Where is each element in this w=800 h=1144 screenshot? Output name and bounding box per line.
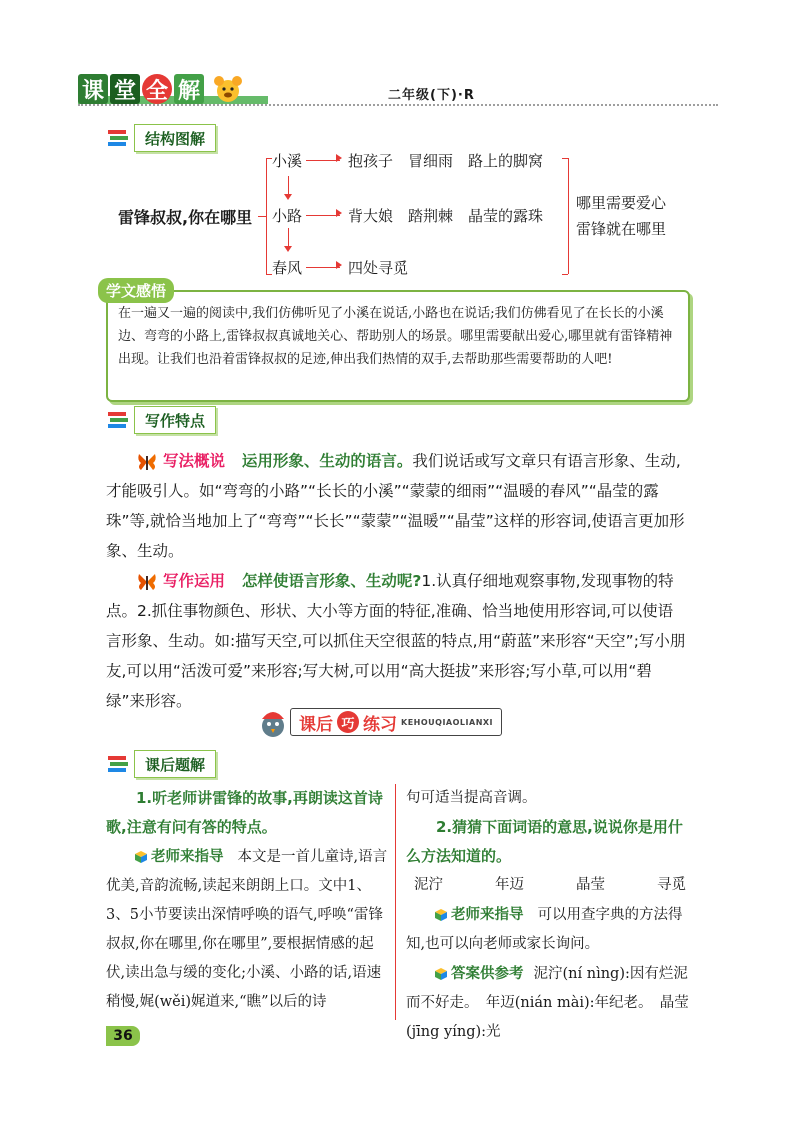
brand-logo	[78, 72, 246, 106]
cube-icon	[435, 909, 447, 921]
question-1: 1.听老师讲雷锋的故事,再朗读这首诗歌,注意有问有答的特点。	[106, 789, 383, 836]
banner-qiao: 巧	[337, 711, 359, 733]
question-2-answer-text: 泥泞(ní nìng):因有烂泥而不好走。 年迈(nián mài):年纪老。 晶莹(jīng yíng):光	[406, 966, 689, 1040]
diagram-subject-2: 小路	[272, 207, 303, 225]
diagram-down-arrow-1	[284, 194, 292, 200]
word-3: 晶莹	[576, 877, 605, 893]
diagram-arrow-1	[306, 160, 340, 161]
book-stack-icon	[106, 753, 130, 775]
answer-tag: 答案供参考	[451, 965, 524, 982]
question-1-guide	[106, 842, 392, 1017]
diagram-detail-2: 背大娘 踏荆棘 晶莹的露珠	[348, 207, 544, 225]
santa-bird-icon	[256, 705, 290, 739]
book-stack-icon	[106, 409, 130, 431]
butterfly-icon	[136, 451, 158, 473]
diagram-title: 雷锋叔叔,你在哪里	[118, 208, 253, 227]
writing-text-2: 1.认真仔细地观察事物,发现事物的特点。2.抓住事物颜色、形状、大小等方面的特征,准确、恰当地使用形容词,可以使语言形象、生动。如:描写天空,可以抓住天空很蓝的特点,用“蔚蓝”来形容“天空”;写小朋友,可以用“活泼可爱”来形容;写大树,可以用“高大挺拔”来形容;写小草,可以用“碧绿”来形容。	[106, 572, 686, 710]
question-2-answer	[406, 959, 692, 1047]
diagram-right-bracket	[568, 158, 569, 274]
question-1-guide-cont: 句可适当提高音调。	[406, 790, 537, 806]
diagram-subject-1: 小溪	[272, 152, 303, 170]
grade-label: 二年级(下)·R	[388, 88, 475, 103]
diagram-left-bracket	[266, 158, 267, 274]
diagram-arrow-2	[306, 215, 340, 216]
question-2: 2.猜猜下面词语的意思,说说你是用什么方法知道的。	[406, 818, 683, 865]
exercise-label: 课后题解	[134, 750, 216, 778]
writing-head-2: 怎样使语言形象、生动呢?	[241, 572, 422, 590]
butterfly-icon	[136, 571, 158, 593]
after-class-banner	[256, 704, 556, 740]
bear-mascot-icon	[210, 73, 246, 105]
word-1: 泥泞	[414, 877, 443, 893]
exercise-section-header	[106, 750, 216, 778]
page-number: 36	[106, 1026, 140, 1046]
reading-text: 在一遍又一遍的阅读中,我们仿佛听见了小溪在说话,小路也在说话;我们仿佛看见了在长长的小溪边、弯弯的小路上,雷锋叔叔真诚地关心、帮助别人的场景。哪里需要献出爱心,哪里就有雷锋精神出现。让我们也沿着雷锋叔叔的足迹,伸出我们热情的双手,去帮助那些需要帮助的人吧!	[118, 306, 673, 367]
banner-text-a: 课后	[299, 714, 333, 735]
writing-head-1: 运用形象、生动的语言。	[241, 452, 413, 470]
teacher-tag-1: 老师来指导	[151, 848, 224, 865]
diagram-down-arrow-2	[284, 246, 292, 252]
exercise-right-column	[406, 784, 692, 1047]
brand-char-4: 解	[174, 74, 204, 104]
diagram-subject-3: 春风	[272, 259, 303, 277]
header-divider	[78, 104, 718, 106]
question-1-guide-text: 本文是一首儿童诗,语言优美,音韵流畅,读起来朗朗上口。文中1、3、5小节要读出深情呼唤的语气,呼唤“雷锋叔叔,你在哪里,你在哪里”,要根据情感的起伏,读出急与缓的变化;小溪、小路的话,语速稍慢,娓(wěi)娓道来,“瞧”以后的诗	[106, 849, 388, 1010]
writing-label: 写作特点	[134, 406, 216, 434]
banner-text-b: 练习	[363, 714, 397, 735]
word-list	[406, 871, 692, 900]
brand-char-2: 堂	[110, 74, 140, 104]
brand-char-1: 课	[78, 74, 108, 104]
diagram-detail-3: 四处寻觅	[348, 259, 409, 277]
word-4: 寻觅	[657, 877, 686, 893]
structure-section-header	[106, 124, 216, 152]
writing-section-header	[106, 406, 216, 434]
diagram-conclusion-2: 雷锋就在哪里	[576, 220, 667, 238]
writing-paragraph-1	[106, 446, 688, 566]
writing-paragraph-2	[106, 566, 688, 716]
banner-box	[290, 708, 502, 736]
word-2: 年迈	[495, 877, 524, 893]
cube-icon	[435, 968, 447, 980]
question-2-guide-text: 可以用查字典的方法得知,也可以向老师或家长询问。	[406, 907, 683, 952]
diagram-conclusion-1: 哪里需要爱心	[576, 194, 667, 212]
reading-tag: 学文感悟	[98, 278, 174, 303]
diagram-detail-1: 抱孩子 冒细雨 路上的脚窝	[348, 152, 544, 170]
writing-tag-1: 写法概说	[162, 452, 225, 470]
structure-label: 结构图解	[134, 124, 216, 152]
writing-tag-2: 写作运用	[162, 572, 225, 590]
brand-char-3: 全	[142, 74, 172, 104]
writing-text-1: 我们说话或写文章只有语言形象、生动,才能吸引人。如“弯弯的小路”“长长的小溪”“蒙蒙的细雨”“温暖的春风”“晶莹的露珠”等,就恰当地加上了“弯弯”“长长”“蒙蒙”“温暖”“晶莹”这样的形容词,使语言更加形象、生动。	[106, 452, 685, 560]
column-divider	[395, 784, 396, 1020]
banner-pinyin: KEHOUQIAOLIANXI	[401, 717, 494, 727]
teacher-tag-2: 老师来指导	[451, 906, 524, 923]
diagram-arrow-3	[306, 267, 340, 268]
cube-icon	[135, 851, 147, 863]
book-stack-icon	[106, 127, 130, 149]
exercise-left-column	[106, 784, 392, 1017]
question-2-guide	[406, 900, 692, 959]
